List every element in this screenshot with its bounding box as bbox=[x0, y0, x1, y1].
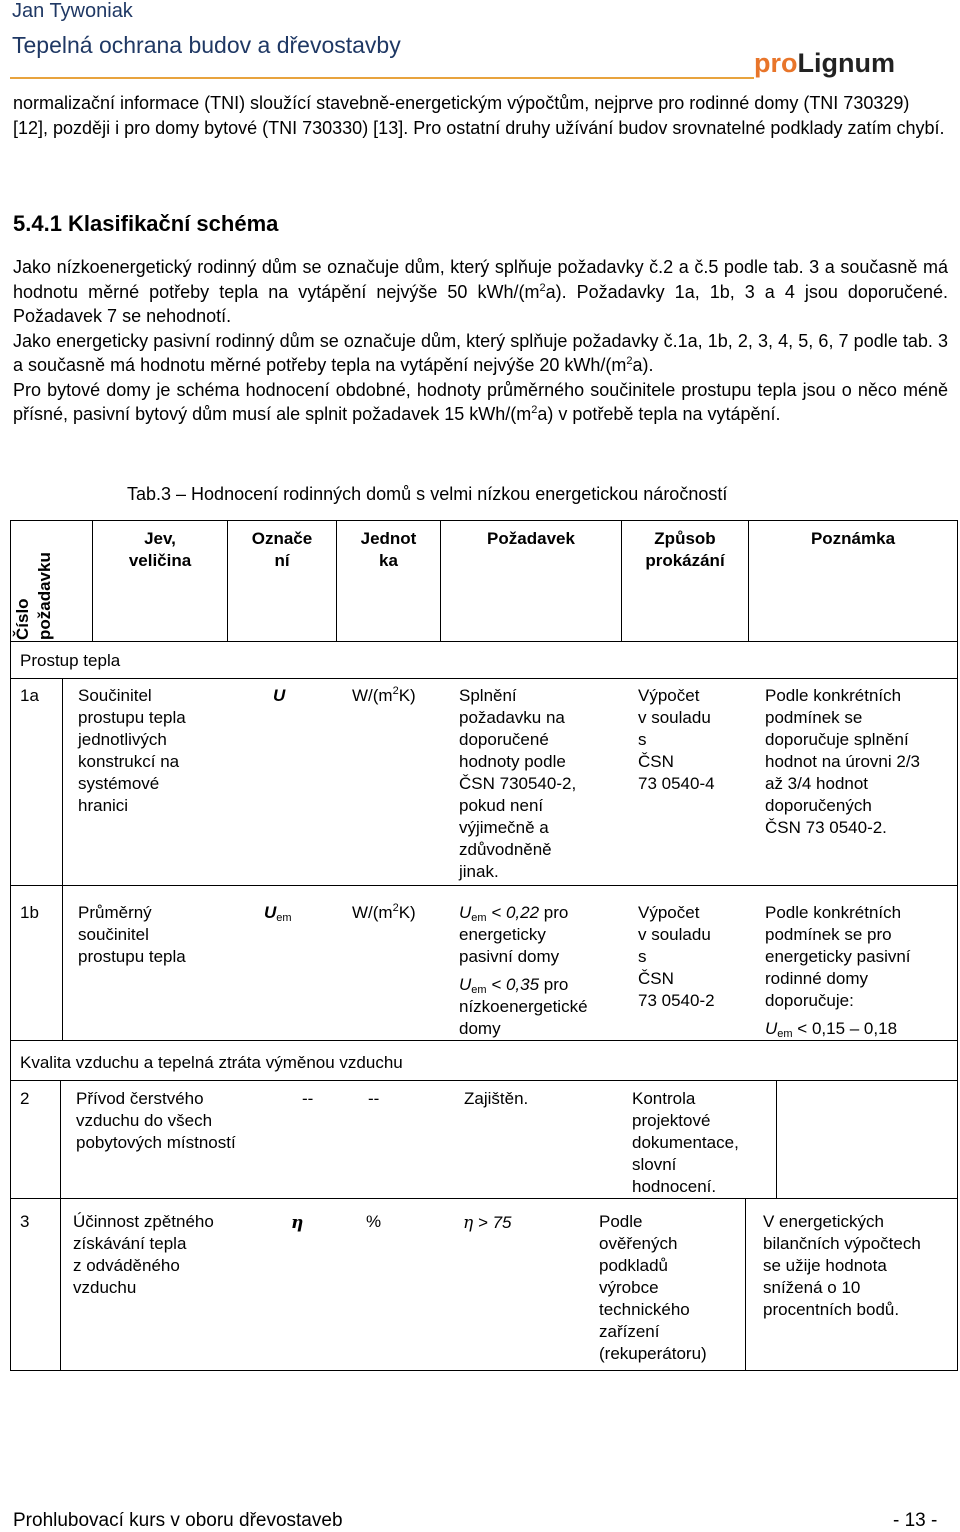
row-3-note: V energetických bilančních výpočtech se užije hodnota snížená o 10 procentních bodů. bbox=[763, 1212, 921, 1319]
row-2-unit: -- bbox=[368, 1089, 380, 1108]
row-2-number: 2 bbox=[20, 1089, 30, 1108]
row-1b-proof: Výpočet v souladu s ČSN 73 0540-2 bbox=[638, 903, 715, 1010]
logo-pro: pro bbox=[754, 48, 798, 78]
row-3-phenomenon: Účinnost zpětného získávání tepla z odváděného vzduchu bbox=[73, 1212, 214, 1297]
col-header-proof: Způsob prokázání bbox=[645, 529, 725, 570]
header-author: Jan Tywoniak bbox=[12, 0, 133, 22]
col-header-requirement: Požadavek bbox=[487, 529, 575, 548]
col-header-symbol: Označe ní bbox=[251, 529, 313, 570]
group-heat-transfer: Prostup tepla bbox=[20, 651, 121, 670]
prolignum-logo bbox=[754, 48, 914, 86]
intro-paragraph: normalizační informace (TNI) sloužící stavebně-energetickým výpočtům, nejprve pro rodinné domy (TNI 730329) [12], později i pro domy bytové (TNI 730330) [13]. Pro ostatní druhy užívání budov srovnatelné podklady zatím chybí. bbox=[13, 93, 945, 138]
logo-lignum: Lignum bbox=[797, 48, 895, 78]
row-1b-note: Podle konkrétních podmínek se pro energeticky pasivní rodinné domy doporučuje: $U_{em} < 0,15 - 0,18$ bbox=[765, 903, 911, 1040]
row-2-proof: Kontrola projektové dokumentace, slovní hodnocení. bbox=[632, 1089, 739, 1196]
paragraph-low-energy: Jako nízkoenergetický rodinný dům se označuje dům, který splňuje požadavky č.2 a č.5 podle tab. 3 a současně má hodnotu měrné potřeby tepla na vytápění nejvýše 50 kWh/$(m^2a)$. Požadavky 1a, 1b, 3 a 4 jsou doporučené. Požadavek 7 se nehodnotí. bbox=[13, 257, 948, 326]
col-header-note: Poznámka bbox=[810, 529, 896, 548]
row-3-requirement: η > 75 bbox=[463, 1213, 512, 1233]
header-title: Tepelná ochrana budov a dřevostavby bbox=[12, 32, 401, 58]
col-header-unit: Jednot ka bbox=[360, 529, 417, 570]
row-1b-number: 1b bbox=[20, 903, 39, 922]
paragraph-passive: Jako energeticky pasivní rodinný dům se označuje dům, který splňuje požadavky č.1a, 1b, 2, 3, 4, 5, 6, 7 podle tab. 3 a současně má hodnotu měrné potřeby tepla na vytápění nejvýše 20 kWh/$(m^2a)$. bbox=[13, 330, 948, 375]
row-1b-unit: $W/(m^2K)$ bbox=[352, 902, 416, 922]
row-1a-phenomenon: Součinitel prostupu tepla jednotlivých konstrukcí na systémové hranici bbox=[78, 686, 186, 815]
section-body bbox=[13, 255, 948, 427]
row-1b-requirement: $U_{em} < 0,22$ pro energeticky pasivní domy $U_{em} < 0,35$ pro nízkoenergetické domy bbox=[459, 903, 588, 1038]
row-1a-number: 1a bbox=[20, 686, 39, 705]
row-1b-symbol: $U_{em}$ bbox=[264, 903, 292, 924]
row-3-proof: Podle ověřených podkladů výrobce technického zařízení (rekuperátoru) bbox=[599, 1212, 707, 1363]
row-1a-proof: Výpočet v souladu s ČSN 73 0540-4 bbox=[638, 686, 715, 793]
header-divider bbox=[10, 77, 754, 79]
paragraph-apartment: Pro bytové domy je schéma hodnocení obdobné, hodnoty průměrného součinitele prostupu tepla jsou o něco méně přísné, pasivní bytový dům musí ale splnit požadavek 15 kWh/$(m^2a)$ v potřebě tepla na vytápění. bbox=[13, 379, 948, 424]
row-3-number: 3 bbox=[20, 1212, 30, 1231]
row-2-requirement: Zajištěn. bbox=[464, 1089, 529, 1108]
row-1a-symbol: U bbox=[273, 686, 286, 705]
row-1b-phenomenon: Průměrný součinitel prostupu tepla bbox=[78, 903, 186, 966]
col-header-number: Číslo požadavku bbox=[13, 552, 54, 640]
footer-page-number: - 13 - bbox=[893, 1510, 938, 1531]
group-air-quality: Kvalita vzduchu a tepelná ztráta výměnou vzduchu bbox=[20, 1053, 403, 1072]
row-2-symbol: -- bbox=[302, 1089, 314, 1108]
section-heading: 5.4.1 Klasifikační schéma bbox=[13, 211, 279, 236]
row-1a-requirement: Splnění požadavku na doporučené hodnoty podle ČSN 730540-2, pokud není výjimečně a zdůvodněně jinak. bbox=[459, 686, 577, 881]
row-2-phenomenon: Přívod čerstvého vzduchu do všech pobytových místností bbox=[76, 1089, 236, 1152]
table-caption: Tab.3 – Hodnocení rodinných domů s velmi nízkou energetickou náročností bbox=[127, 484, 728, 504]
row-1a-note: Podle konkrétních podmínek se doporučuje splnění hodnot na úrovni 2/3 až 3/4 hodnot doporučených ČSN 73 0540-2. bbox=[765, 686, 921, 837]
row-3-symbol: η bbox=[291, 1213, 304, 1233]
col-header-phenomenon: Jev, veličina bbox=[128, 529, 192, 570]
row-3-unit: % bbox=[366, 1212, 382, 1231]
footer-course: Prohlubovací kurs v oboru dřevostaveb bbox=[13, 1510, 343, 1531]
row-1a-unit: $W/(m^2K)$ bbox=[352, 685, 416, 705]
